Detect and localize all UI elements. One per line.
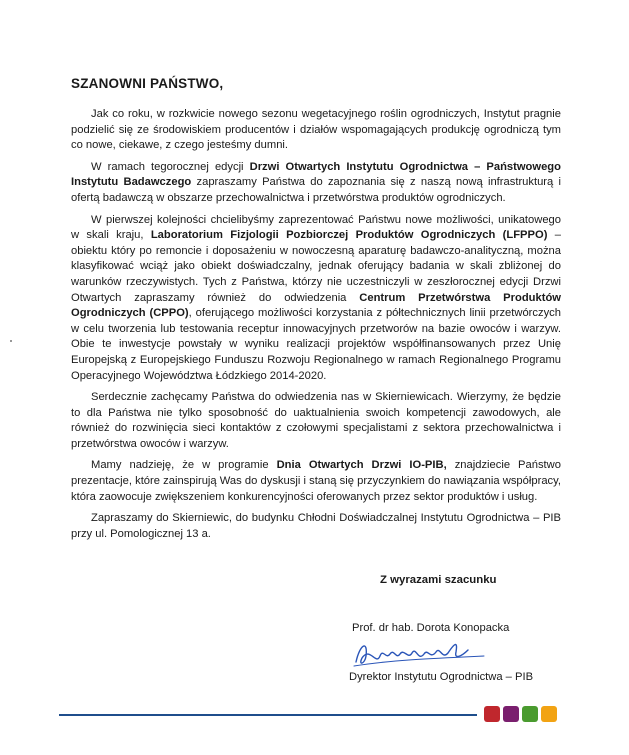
orange-square-icon: [541, 706, 557, 722]
paragraph-6: Zapraszamy do Skierniewic, do budynku Chłodni Doświadczalnej Instytutu Ogrodnictwa – PIB przy ul. Pomologicznej 13 a.: [71, 512, 561, 540]
closing-line: Z wyrazami szacunku: [380, 574, 497, 586]
letter-heading: SZANOWNI PAŃSTWO,: [71, 76, 224, 91]
green-square-icon: [522, 706, 538, 722]
paragraph-3-bold-center: Centrum Przetwórstwa Produktów Ogrodniczych (CPPO): [71, 291, 561, 320]
purple-square-icon: [503, 706, 519, 722]
paragraph-4: Serdecznie zachęcamy Państwa do odwiedzenia nas w Skierniewicach. Wierzymy, że będzie to dla Państwa nie tylko sposobność do uaktualnienia swoich kompetencji zawodowych, ale również do rozwinięcia sieci kontaktów z czołowymi specjalistami z sektora przechowalnictwa i przetwórstwa owoców i warzyw.: [71, 391, 561, 450]
paragraph-3-text-end: , oferującego możliwości korzystania z półtechnicznych linii przetwórczych w celu tworzenia lub testowania receptur innowacyjnych przetworów na bazie owoców i warzyw. Obie te inwestycje powstały w wyniku realizacji projektów współfinansowanych przez Unię Europejską z Europejskiego Funduszu Rozwoju Regionalnego w ramach Regionalnego Programu Operacyjnego Województwa Łódzkiego 2014-2020.: [71, 307, 562, 382]
margin-dot: [10, 340, 12, 342]
paragraph-5-text-end: znajdziecie Państwo prezentacje, które zainspirują Was do dyskusji i staną się przyczynkiem do nawiązania współpracy, która zaowocuje zwiększeniem konkurencyjności oferowanych przez sektor produktów i usług.: [71, 459, 561, 503]
paragraph-2-text-end: zapraszamy Państwa do zapoznania się z naszą nową infrastrukturą i ofertą badawczą w obszarze przechowalnictwa i przetwórstwa produktów ogrodniczych.: [71, 176, 562, 204]
paragraph-5: [71, 458, 561, 505]
signer-title: Dyrektor Instytutu Ogrodnictwa – PIB: [349, 671, 534, 683]
paragraph-2-text: W ramach tegorocznej edycji: [91, 160, 250, 173]
paragraph-3-text: W pierwszej kolejności chcielibyśmy zaprezentować Państwu nowe możliwości, unikatowego w skali kraju,: [71, 213, 561, 242]
paragraph-1: Jak co roku, w rozkwicie nowego sezonu wegetacyjnego roślin ogrodniczych, Instytut pragnie podzielić się ze środowiskiem producentów i działów wspomagających produkcję ogrodniczą tym co nowe, ciekawe, z czego jesteśmy dumni.: [71, 108, 561, 152]
paragraph-3-text-mid: – obiektu który po remoncie i doposażeniu w nowoczesną aparaturę badawczo-analityczną, można klasyfikować wciąż jako obiekt doświadczalny, jednak oferujący badania w skali zbliżonej do warunków rzeczywistych. Tych z Państwa, którzy nie uczestniczyli w zeszłorocznej edycji Drzwi Otwartych zapraszamy również do odwiedzenia: [71, 229, 561, 304]
paragraph-5-bold: Dnia Otwartych Drzwi IO-PIB,: [276, 459, 447, 472]
paragraph-3: [71, 213, 561, 385]
handwritten-signature: [350, 636, 490, 670]
letter-body: [71, 107, 561, 548]
paragraph-3-bold-lab: Laboratorium Fizjologii Pozbiorczej Produktów Ogrodniczych (LFPPO): [150, 229, 548, 242]
paragraph-2-bold: Drzwi Otwartych Instytutu Ogrodnictwa – Państwowego Instytutu Badawczego: [71, 160, 561, 189]
red-square-icon: [484, 706, 500, 722]
footer-color-squares: [484, 706, 557, 722]
paragraph-2: [71, 160, 561, 207]
signer-name: Prof. dr hab. Dorota Konopacka: [352, 622, 510, 634]
paragraph-5-text: Mamy nadzieję, że w programie: [91, 459, 277, 472]
footer-divider: [59, 714, 477, 716]
